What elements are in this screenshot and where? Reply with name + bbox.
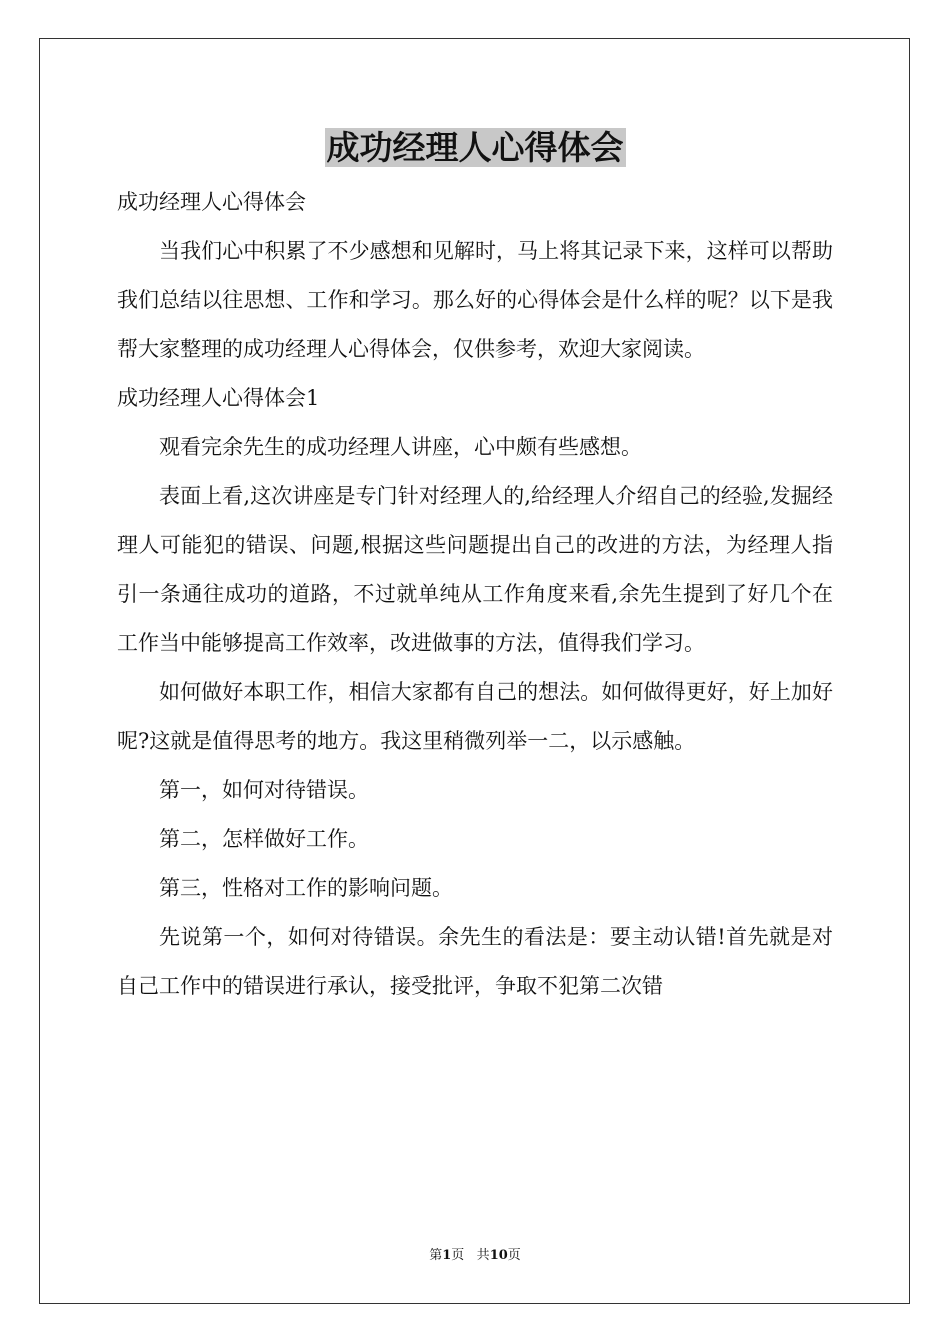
page-number: 1: [442, 1248, 452, 1263]
document-body: [117, 178, 833, 1011]
body-paragraph: 如何做好本职工作，相信大家都有自己的想法。如何做得更好，好上加好呢?这就是值得思考的地方。我这里稍微列举一二，以示感触。: [117, 680, 833, 753]
body-paragraph: 表面上看,这次讲座是专门针对经理人的,给经理人介绍自己的经验,发掘经理人可能犯的错误、问题,根据这些问题提出自己的改进的方法，为经理人指引一条通往成功的道路，不过就单纯从工作角度来看,余先生提到了好几个在工作当中能够提高工作效率，改进做事的方法，值得我们学习。: [117, 484, 833, 655]
list-paragraph: 第三，性格对工作的影响问题。: [159, 876, 453, 900]
page-footer: [0, 1246, 950, 1266]
body-paragraph: 先说第一个，如何对待错误。余先生的看法是：要主动认错!首先就是对自己工作中的错误进行承认，接受批评，争取不犯第二次错: [117, 925, 833, 998]
page-suffix: 页: [451, 1248, 465, 1263]
page-prefix: 第: [429, 1248, 443, 1263]
list-paragraph: 第二，怎样做好工作。: [159, 827, 369, 851]
document-title-text: 成功经理人心得体会: [326, 128, 624, 167]
total-suffix: 页: [507, 1248, 521, 1263]
total-prefix: 共: [476, 1248, 490, 1263]
section-heading: 成功经理人心得体会: [117, 190, 306, 214]
section-heading: 成功经理人心得体会1: [117, 386, 320, 410]
document-title: [0, 126, 950, 170]
body-paragraph: 观看完余先生的成功经理人讲座，心中颇有些感想。: [159, 435, 642, 459]
body-paragraph: 当我们心中积累了不少感想和见解时，马上将其记录下来，这样可以帮助我们总结以往思想、工作和学习。那么好的心得体会是什么样的呢？以下是我帮大家整理的成功经理人心得体会，仅供参考，欢迎大家阅读。: [117, 239, 833, 361]
total-pages: 10: [489, 1248, 508, 1263]
list-paragraph: 第一，如何对待错误。: [159, 778, 369, 802]
